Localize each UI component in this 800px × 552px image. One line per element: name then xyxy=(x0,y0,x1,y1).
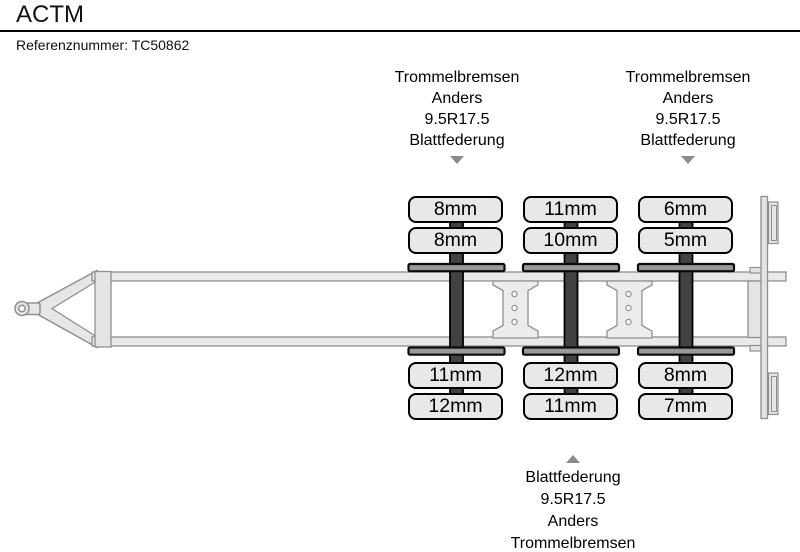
spring-axle3-bottom xyxy=(638,348,734,355)
front-crossmember xyxy=(95,272,111,348)
spring-axle2-bottom xyxy=(523,348,619,355)
callout-line: Anders xyxy=(431,90,483,107)
tread-box-axle3-top-outer: 6mm xyxy=(638,196,733,223)
arrow-down-icon xyxy=(450,156,464,164)
spring-axle1-top xyxy=(409,264,505,271)
callout-rear-axle xyxy=(574,67,800,164)
arrow-down-icon xyxy=(681,156,695,164)
callout-front-axle xyxy=(343,67,571,164)
callout-line: 9.5R17.5 xyxy=(424,111,490,128)
callout-line: 9.5R17.5 xyxy=(655,111,721,128)
spring-axle1-bottom xyxy=(409,348,505,355)
callout-line: Anders xyxy=(662,90,714,107)
page-title: ACTM xyxy=(16,1,84,28)
tread-box-axle3-bottom-outer: 7mm xyxy=(638,393,733,420)
rear-bracket-top xyxy=(750,268,762,274)
tread-box-axle3-top-inner: 5mm xyxy=(638,227,733,254)
callout-bottom-axle xyxy=(459,455,687,552)
callout-line: 9.5R17.5 xyxy=(540,491,606,508)
callout-line: Blattfederung xyxy=(525,469,621,486)
reference-number: Referenznummer: TC50862 xyxy=(16,37,190,53)
callout-line: Trommelbremsen xyxy=(394,69,520,86)
tread-box-axle3-bottom-inner: 8mm xyxy=(638,362,733,389)
rear-bumper-bar xyxy=(761,197,768,419)
tread-box-axle1-bottom-outer: 12mm xyxy=(408,393,503,420)
towing-eye-hole xyxy=(19,305,25,311)
crossmember-2-hole xyxy=(626,319,631,324)
tread-box-axle1-top-outer: 8mm xyxy=(408,196,503,223)
tread-box-axle1-bottom-inner: 11mm xyxy=(408,362,503,389)
crossmember-1-hole xyxy=(512,305,517,310)
crossmember-2-hole xyxy=(626,305,631,310)
callout-line: Blattfederung xyxy=(409,132,505,149)
arrow-up-icon xyxy=(566,455,580,463)
callout-line: Blattfederung xyxy=(640,132,736,149)
spring-axle3-top xyxy=(638,264,734,271)
tread-box-axle2-bottom-inner: 12mm xyxy=(523,362,618,389)
crossmember-1-hole xyxy=(512,291,517,296)
callout-line: Anders xyxy=(547,513,599,530)
tread-box-axle1-top-inner: 8mm xyxy=(408,227,503,254)
crossmember-2-hole xyxy=(626,291,631,296)
spring-axle2-top xyxy=(523,264,619,271)
callout-line: Trommelbremsen xyxy=(510,535,636,552)
tread-box-axle2-bottom-outer: 11mm xyxy=(523,393,618,420)
rear-bracket-bottom xyxy=(750,346,762,352)
tread-box-axle2-top-inner: 10mm xyxy=(523,227,618,254)
crossmember-1-hole xyxy=(512,319,517,324)
callout-line: Trommelbremsen xyxy=(625,69,751,86)
tread-box-axle2-top-outer: 11mm xyxy=(523,196,618,223)
